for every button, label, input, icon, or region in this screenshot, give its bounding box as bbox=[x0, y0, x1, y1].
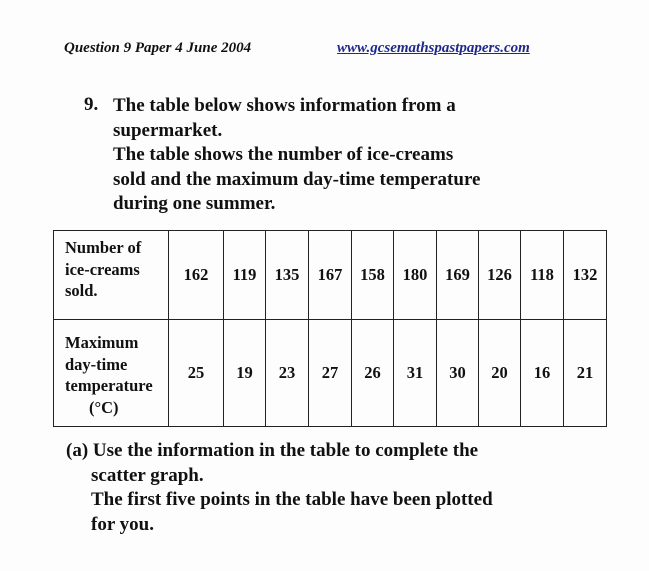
table-cell: 25 bbox=[169, 320, 224, 427]
table-row-temperature bbox=[54, 320, 607, 427]
ice-cream-temperature-table bbox=[53, 230, 607, 427]
part-a-first-line bbox=[66, 439, 586, 464]
question-line: The table below shows information from a bbox=[113, 95, 456, 116]
table-row-ice-creams bbox=[54, 231, 607, 320]
row-label-temperature bbox=[54, 320, 169, 427]
part-a-line: The first five points in the table have been plotted bbox=[91, 489, 493, 510]
table-cell: 180 bbox=[394, 231, 437, 320]
part-a-text bbox=[66, 439, 586, 537]
paper-title: Question 9 Paper 4 June 2004 bbox=[64, 40, 252, 56]
table-cell: 30 bbox=[437, 320, 479, 427]
label-line: day-time bbox=[65, 354, 128, 374]
table-cell: 118 bbox=[521, 231, 564, 320]
table-cell: 132 bbox=[564, 231, 607, 320]
table-cell: 169 bbox=[437, 231, 479, 320]
table-cell: 20 bbox=[479, 320, 521, 427]
label-line: sold. bbox=[65, 281, 98, 300]
table-cell: 16 bbox=[521, 320, 564, 427]
part-a-label: (a) bbox=[66, 440, 89, 461]
table-cell: 19 bbox=[224, 320, 266, 427]
website-link[interactable]: www.gcsemathspastpapers.com bbox=[337, 40, 530, 56]
table-cell: 162 bbox=[169, 231, 224, 320]
table-cell: 135 bbox=[266, 231, 309, 320]
question-line: supermarket. bbox=[113, 119, 223, 141]
label-line: Number of bbox=[65, 238, 142, 257]
table-cell: 23 bbox=[266, 320, 309, 427]
question-line: sold and the maximum day-time temperature bbox=[113, 168, 481, 190]
row-label-ice-creams bbox=[54, 231, 169, 320]
part-a-line: for you. bbox=[91, 513, 154, 535]
table-cell: 21 bbox=[564, 320, 607, 427]
question-line: The table shows the number of ice-creams bbox=[113, 144, 454, 165]
question-line: during one summer. bbox=[113, 193, 276, 214]
question-text bbox=[113, 94, 553, 217]
part-a-line: scatter graph. bbox=[91, 464, 204, 486]
table-cell: 26 bbox=[352, 320, 394, 427]
table-cell: 167 bbox=[309, 231, 352, 320]
table-cell: 126 bbox=[479, 231, 521, 320]
label-line: temperature bbox=[65, 376, 153, 395]
table-cell: 27 bbox=[309, 320, 352, 427]
table-cell: 31 bbox=[394, 320, 437, 427]
part-a-line: Use the information in the table to complete the bbox=[92, 440, 479, 461]
question-number: 9. bbox=[84, 94, 99, 115]
label-line: Maximum bbox=[65, 333, 139, 352]
label-line: ice-creams bbox=[65, 259, 140, 279]
table-cell: 158 bbox=[352, 231, 394, 320]
table-cell: 119 bbox=[224, 231, 266, 320]
label-line: (°C) bbox=[89, 397, 119, 417]
